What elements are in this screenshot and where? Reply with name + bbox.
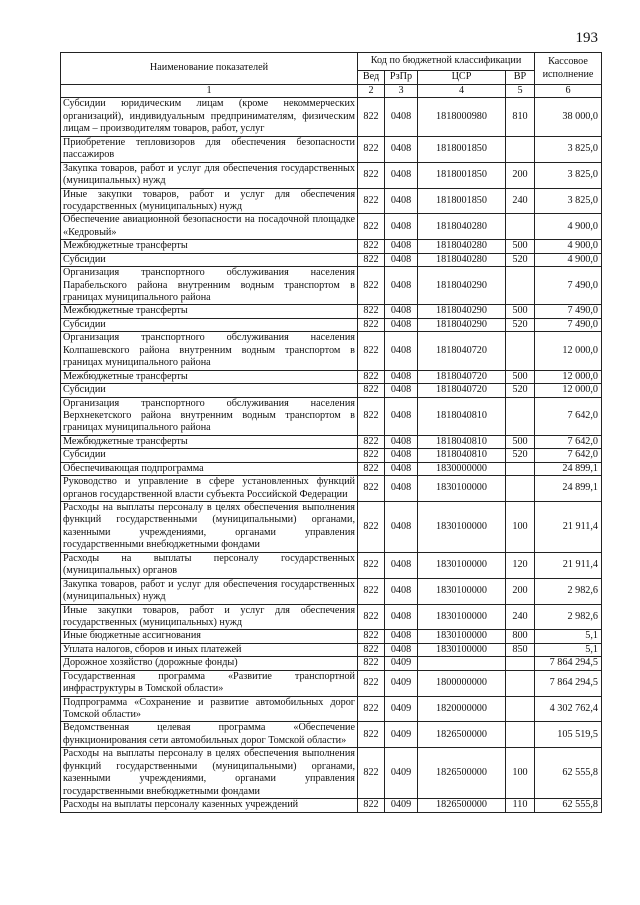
row-rzpr: 0409 <box>385 799 418 812</box>
row-rzpr: 0408 <box>385 630 418 643</box>
row-ved: 822 <box>358 253 385 266</box>
row-ved: 822 <box>358 449 385 462</box>
row-ved: 822 <box>358 748 385 799</box>
row-name: Субсидии <box>61 384 358 397</box>
row-csr: 1830100000 <box>418 643 506 656</box>
row-name: Организация транспортного обслуживания населения Колпашевского района внутренним водным транспортом в границах муниципального района <box>61 332 358 370</box>
row-name: Уплата налогов, сборов и иных платежей <box>61 643 358 656</box>
table-row <box>61 604 602 630</box>
row-rzpr: 0408 <box>385 253 418 266</box>
row-name: Ведомственная целевая программа «Обеспечение функционирования сети автомобильных дорог Томской области» <box>61 722 358 748</box>
row-rzpr: 0408 <box>385 449 418 462</box>
row-vr: 120 <box>506 552 535 578</box>
row-name: Межбюджетные трансферты <box>61 305 358 318</box>
row-csr: 1830000000 <box>418 462 506 475</box>
row-csr: 1818040720 <box>418 384 506 397</box>
row-ved: 822 <box>358 696 385 722</box>
row-ved: 822 <box>358 397 385 435</box>
row-ved: 822 <box>358 136 385 162</box>
row-rzpr: 0408 <box>385 214 418 240</box>
row-rzpr: 0409 <box>385 696 418 722</box>
row-amount: 4 900,0 <box>535 253 602 266</box>
row-rzpr: 0408 <box>385 578 418 604</box>
row-amount: 7 642,0 <box>535 435 602 448</box>
table-row <box>61 332 602 370</box>
header-code-group: Код по бюджетной классификации <box>358 53 535 71</box>
row-amount: 12 000,0 <box>535 370 602 383</box>
row-rzpr: 0408 <box>385 136 418 162</box>
row-rzpr: 0408 <box>385 98 418 136</box>
table-row <box>61 435 602 448</box>
table-row <box>61 162 602 188</box>
row-amount: 2 982,6 <box>535 578 602 604</box>
row-vr <box>506 267 535 305</box>
table-row <box>61 722 602 748</box>
row-rzpr: 0408 <box>385 552 418 578</box>
row-amount: 62 555,8 <box>535 748 602 799</box>
row-amount: 4 900,0 <box>535 214 602 240</box>
row-name: Расходы на выплаты персоналу государственных (муниципальных) органов <box>61 552 358 578</box>
row-csr: 1826500000 <box>418 722 506 748</box>
row-name: Руководство и управление в сфере установленных функций органов государственной власти субъекта Российской Федерации <box>61 476 358 502</box>
header-amount: Кассовое исполнение <box>535 53 602 85</box>
table-row <box>61 476 602 502</box>
row-rzpr: 0408 <box>385 462 418 475</box>
row-vr: 500 <box>506 370 535 383</box>
row-name: Расходы на выплаты персоналу казенных учреждений <box>61 799 358 812</box>
row-vr <box>506 214 535 240</box>
row-csr: 1818040280 <box>418 253 506 266</box>
row-amount: 38 000,0 <box>535 98 602 136</box>
row-csr: 1818040810 <box>418 449 506 462</box>
row-vr: 500 <box>506 240 535 253</box>
table-row <box>61 384 602 397</box>
row-vr <box>506 462 535 475</box>
row-csr: 1818001850 <box>418 136 506 162</box>
row-csr: 1818000980 <box>418 98 506 136</box>
header-vr: ВР <box>506 71 535 85</box>
row-amount: 4 900,0 <box>535 240 602 253</box>
row-name: Субсидии юридическим лицам (кроме некоммерческих организаций), индивидуальным предпринимателям, физическим лицам – производителям товаров, работ, услуг <box>61 98 358 136</box>
row-ved: 822 <box>358 214 385 240</box>
row-name: Межбюджетные трансферты <box>61 370 358 383</box>
row-amount: 24 899,1 <box>535 476 602 502</box>
table-row <box>61 370 602 383</box>
row-name: Межбюджетные трансферты <box>61 435 358 448</box>
row-amount: 7 864 294,5 <box>535 670 602 696</box>
row-vr <box>506 476 535 502</box>
row-amount: 7 490,0 <box>535 267 602 305</box>
row-rzpr: 0408 <box>385 318 418 331</box>
table-row <box>61 240 602 253</box>
table-row <box>61 462 602 475</box>
row-ved: 822 <box>358 370 385 383</box>
row-vr: 520 <box>506 253 535 266</box>
row-ved: 822 <box>358 670 385 696</box>
row-csr: 1830100000 <box>418 604 506 630</box>
row-csr: 1830100000 <box>418 476 506 502</box>
row-csr: 1818040290 <box>418 318 506 331</box>
row-rzpr: 0408 <box>385 188 418 214</box>
row-vr <box>506 722 535 748</box>
row-amount: 21 911,4 <box>535 502 602 553</box>
row-csr: 1818040280 <box>418 240 506 253</box>
row-rzpr: 0409 <box>385 748 418 799</box>
row-csr: 1818040810 <box>418 435 506 448</box>
row-ved: 822 <box>358 604 385 630</box>
row-rzpr: 0408 <box>385 267 418 305</box>
row-amount: 21 911,4 <box>535 552 602 578</box>
row-vr: 100 <box>506 748 535 799</box>
header-csr: ЦСР <box>418 71 506 85</box>
row-csr: 1818040280 <box>418 214 506 240</box>
table-row <box>61 253 602 266</box>
table-row <box>61 643 602 656</box>
row-vr: 100 <box>506 502 535 553</box>
row-vr <box>506 332 535 370</box>
row-amount: 7 642,0 <box>535 397 602 435</box>
row-vr <box>506 397 535 435</box>
row-amount: 2 982,6 <box>535 604 602 630</box>
table-row <box>61 696 602 722</box>
row-name: Межбюджетные трансферты <box>61 240 358 253</box>
row-rzpr: 0408 <box>385 435 418 448</box>
table-row <box>61 449 602 462</box>
table-row <box>61 670 602 696</box>
row-ved: 822 <box>358 657 385 670</box>
row-vr: 520 <box>506 318 535 331</box>
row-name: Расходы на выплаты персоналу в целях обеспечения выполнения функций государственными (муниципальными) органами, казенными учреждениями, органами управления государственными внебюджетными фондами <box>61 502 358 553</box>
row-amount: 24 899,1 <box>535 462 602 475</box>
row-name: Субсидии <box>61 318 358 331</box>
row-csr <box>418 657 506 670</box>
table-row <box>61 748 602 799</box>
row-vr: 810 <box>506 98 535 136</box>
row-csr: 1830100000 <box>418 578 506 604</box>
row-amount: 4 302 762,4 <box>535 696 602 722</box>
col-index: 1 <box>61 85 358 98</box>
table-row <box>61 267 602 305</box>
header-ved: Вед <box>358 71 385 85</box>
row-vr <box>506 696 535 722</box>
row-name: Организация транспортного обслуживания населения Парабельского района внутренним водным транспортом в границах муниципального района <box>61 267 358 305</box>
row-vr <box>506 657 535 670</box>
header-name: Наименование показателей <box>61 53 358 85</box>
row-csr: 1830100000 <box>418 552 506 578</box>
row-name: Обеспечение авиационной безопасности на посадочной площадке «Кедровый» <box>61 214 358 240</box>
row-name: Закупка товаров, работ и услуг для обеспечения государственных (муниципальных) нужд <box>61 162 358 188</box>
row-amount: 3 825,0 <box>535 136 602 162</box>
row-amount: 3 825,0 <box>535 188 602 214</box>
row-csr: 1820000000 <box>418 696 506 722</box>
col-index: 3 <box>385 85 418 98</box>
table-row <box>61 630 602 643</box>
row-amount: 62 555,8 <box>535 799 602 812</box>
row-vr: 520 <box>506 449 535 462</box>
row-vr: 200 <box>506 162 535 188</box>
row-ved: 822 <box>358 305 385 318</box>
row-csr: 1826500000 <box>418 799 506 812</box>
row-vr: 850 <box>506 643 535 656</box>
row-name: Иные бюджетные ассигнования <box>61 630 358 643</box>
row-rzpr: 0408 <box>385 384 418 397</box>
col-index: 6 <box>535 85 602 98</box>
row-ved: 822 <box>358 240 385 253</box>
row-csr: 1830100000 <box>418 502 506 553</box>
row-name: Расходы на выплаты персоналу в целях обеспечения выполнения функций государственными (муниципальными) органами, казенными учреждениями, органами управления государственными внебюджетными фондами <box>61 748 358 799</box>
row-name: Субсидии <box>61 253 358 266</box>
row-ved: 822 <box>358 476 385 502</box>
row-amount: 105 519,5 <box>535 722 602 748</box>
row-vr: 110 <box>506 799 535 812</box>
row-vr: 500 <box>506 305 535 318</box>
row-amount: 7 490,0 <box>535 305 602 318</box>
row-csr: 1818001850 <box>418 188 506 214</box>
row-csr: 1830100000 <box>418 630 506 643</box>
row-ved: 822 <box>358 332 385 370</box>
row-rzpr: 0408 <box>385 162 418 188</box>
row-ved: 822 <box>358 578 385 604</box>
table-row <box>61 214 602 240</box>
row-vr: 240 <box>506 604 535 630</box>
row-csr: 1818040810 <box>418 397 506 435</box>
row-csr: 1818040720 <box>418 332 506 370</box>
row-ved: 822 <box>358 630 385 643</box>
row-vr: 520 <box>506 384 535 397</box>
row-rzpr: 0409 <box>385 670 418 696</box>
row-ved: 822 <box>358 162 385 188</box>
row-amount: 5,1 <box>535 630 602 643</box>
row-amount: 7 490,0 <box>535 318 602 331</box>
row-name: Обеспечивающая подпрограмма <box>61 462 358 475</box>
column-index-row <box>61 85 602 98</box>
row-ved: 822 <box>358 643 385 656</box>
budget-table <box>60 52 602 813</box>
table-row <box>61 657 602 670</box>
row-vr: 500 <box>506 435 535 448</box>
row-csr: 1818040290 <box>418 267 506 305</box>
row-amount: 7 642,0 <box>535 449 602 462</box>
row-ved: 822 <box>358 98 385 136</box>
row-rzpr: 0408 <box>385 305 418 318</box>
row-rzpr: 0408 <box>385 332 418 370</box>
row-name: Дорожное хозяйство (дорожные фонды) <box>61 657 358 670</box>
row-csr: 1818040290 <box>418 305 506 318</box>
col-index: 4 <box>418 85 506 98</box>
row-amount: 12 000,0 <box>535 332 602 370</box>
row-vr: 800 <box>506 630 535 643</box>
row-ved: 822 <box>358 435 385 448</box>
col-index: 2 <box>358 85 385 98</box>
table-row <box>61 98 602 136</box>
row-rzpr: 0408 <box>385 502 418 553</box>
row-rzpr: 0408 <box>385 604 418 630</box>
row-ved: 822 <box>358 267 385 305</box>
row-rzpr: 0408 <box>385 476 418 502</box>
row-vr <box>506 136 535 162</box>
row-ved: 822 <box>358 462 385 475</box>
row-rzpr: 0409 <box>385 722 418 748</box>
row-rzpr: 0408 <box>385 370 418 383</box>
row-ved: 822 <box>358 502 385 553</box>
row-amount: 3 825,0 <box>535 162 602 188</box>
row-ved: 822 <box>358 799 385 812</box>
row-name: Закупка товаров, работ и услуг для обеспечения государственных (муниципальных) нужд <box>61 578 358 604</box>
row-csr: 1826500000 <box>418 748 506 799</box>
table-row <box>61 502 602 553</box>
row-name: Государственная программа «Развитие транспортной инфраструктуры в Томской области» <box>61 670 358 696</box>
row-ved: 822 <box>358 384 385 397</box>
table-row <box>61 397 602 435</box>
row-ved: 822 <box>358 552 385 578</box>
row-ved: 822 <box>358 722 385 748</box>
row-rzpr: 0409 <box>385 657 418 670</box>
table-row <box>61 552 602 578</box>
row-name: Подпрограмма «Сохранение и развитие автомобильных дорог Томской области» <box>61 696 358 722</box>
row-name: Иные закупки товаров, работ и услуг для обеспечения государственных (муниципальных) нужд <box>61 604 358 630</box>
row-amount: 5,1 <box>535 643 602 656</box>
page-number: 193 <box>575 30 598 46</box>
row-csr: 1800000000 <box>418 670 506 696</box>
row-vr <box>506 670 535 696</box>
table-row <box>61 305 602 318</box>
table-row <box>61 578 602 604</box>
row-amount: 7 864 294,5 <box>535 657 602 670</box>
table-row <box>61 136 602 162</box>
row-ved: 822 <box>358 318 385 331</box>
row-amount: 12 000,0 <box>535 384 602 397</box>
row-name: Приобретение тепловизоров для обеспечения безопасности пассажиров <box>61 136 358 162</box>
table-row <box>61 188 602 214</box>
header-rzpr: РзПр <box>385 71 418 85</box>
row-name: Организация транспортного обслуживания населения Верхнекетского района внутренним водным транспортом в границах муниципального района <box>61 397 358 435</box>
row-vr: 200 <box>506 578 535 604</box>
row-csr: 1818040720 <box>418 370 506 383</box>
row-rzpr: 0408 <box>385 397 418 435</box>
row-rzpr: 0408 <box>385 643 418 656</box>
row-ved: 822 <box>358 188 385 214</box>
col-index: 5 <box>506 85 535 98</box>
row-name: Субсидии <box>61 449 358 462</box>
row-csr: 1818001850 <box>418 162 506 188</box>
row-rzpr: 0408 <box>385 240 418 253</box>
table-row <box>61 799 602 812</box>
row-vr: 240 <box>506 188 535 214</box>
row-name: Иные закупки товаров, работ и услуг для обеспечения государственных (муниципальных) нужд <box>61 188 358 214</box>
table-row <box>61 318 602 331</box>
